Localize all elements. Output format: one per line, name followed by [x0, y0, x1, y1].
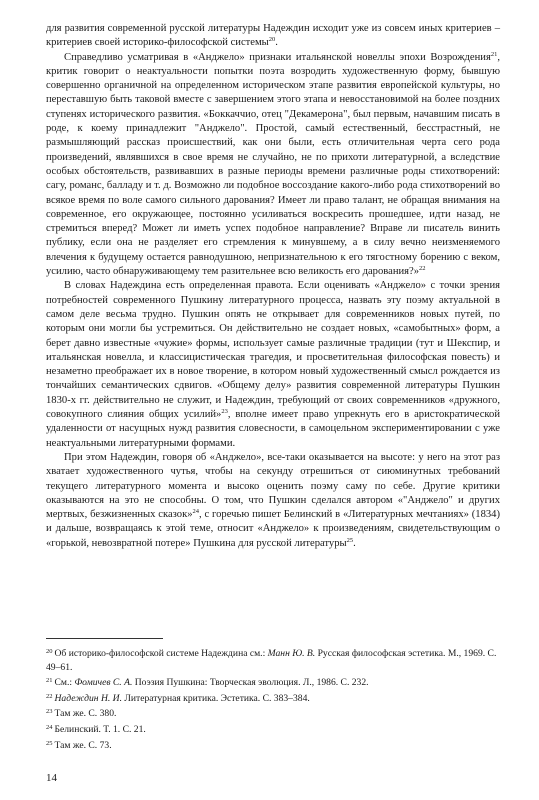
text-run: Об историко-философской системе Надеждина см.: — [54, 648, 268, 659]
text-run: Справедливо усматривая в «Анджело» признаки итальянской новеллы эпохи Возрождения — [64, 51, 491, 63]
footnote-number: 20 — [46, 648, 53, 655]
footnote — [46, 645, 500, 674]
text-run: Там же. С. 380. — [54, 708, 117, 720]
footnote — [46, 674, 500, 690]
main-text — [46, 22, 500, 551]
footnote — [46, 737, 500, 753]
author-name: Фомичев С. А. — [74, 677, 133, 689]
footnote-ref: 20 — [268, 36, 276, 44]
text-run: См.: — [54, 677, 75, 689]
footnote-ref: 23 — [221, 408, 228, 416]
paragraph — [46, 279, 500, 451]
footnote-ref: 21 — [490, 50, 498, 58]
footnote — [46, 690, 500, 706]
text-run: . — [353, 537, 356, 549]
footnotes — [46, 645, 500, 752]
text-run: Литературная критика. Эстетика. С. 383–384. — [122, 692, 310, 704]
footnote-number: 24 — [46, 723, 53, 731]
text-run: для развития современной русской литературы Надеждин исходит уже из совсем иных критериев – критериев своей историко-философской системы — [46, 23, 500, 49]
text-run: , вполне имеет право упрекнуть его в аристократической удаленности от насущных нужд развития словесности, в самоцельном экспериментировании с уже неактуальными литературными формами. — [46, 409, 501, 449]
footnote — [46, 705, 500, 721]
footnote-number: 25 — [46, 739, 53, 747]
footnote-ref: 22 — [419, 265, 426, 273]
text-run: В словах Надеждина есть определенная правота. Если оценивать «Анджело» с точки зрения потребностей современного Пушкину литературного процесса, назвать эту поэму актуальной в самом деле весьма трудно. Пушкин опять не открывает для современников новых путей, по которым они могли бы устремиться. Он действительно не создает новых, «самобытных» форм, а берет давно известные «чужие» формы, использует самые различные традиции (тут и Шекспир, и итальянская новелла, и классицистическая трагедия, и просветительная философская повесть) и незаметно преображает их в новое творение, в котором новый художественный смысл рождается из тончайших семантических сдвигов. «Общему делу» развития современной литературы Пушкин 1830-х гг. действительно не служит, и Надеждин, требующий от своих современников «дружного, совокупного слияния общих усилий» — [46, 280, 500, 421]
author-name: Манн Ю. В. — [267, 648, 316, 659]
footnote — [46, 721, 500, 737]
text-run: , критик говорит о неактуальности попытки поэта возродить художественную форму, бывшую совершенно органичной на определенном историческом этапе развития европейской культуры, но переставшую быть таковой вместе с завершением этого этапа и невосстановимой на более поздних ступенях исторического развития. «Боккаччио, отец "Декамерона", был первым, начавшим писать в роде, к коему принадлежит "Анджело". Простой, самый естественный, бесстрастный, не размышляющий рассказ происшествий, как они были, есть отличительная черта сего рода произведений, являвшихся в свое время не случайно, не по прихоти литературной, а вследствие особых обстоятельств, развивавших в разные периоды времени различные роды стихотворений: сагу, романс, балладу и т. д. Возможно ли подобное воссоздание какого-либо рода стихотворений во всякое время по воле самого сильного дарования? Имеет ли право талант, не обращая внимания на современное, его окружающее, постоянно усиливаться воскресить прошедшее, идти назад, не стремиться вперед? Может ли иметь успех подобное направление? Вправе ли писатель винить публику, если она не разделяет его стремления к минувшему, а в силу вечно неизменяемого влечения к будущему остается равнодушною, непризнательною к его тягостному борению с веком, усилию, часто обнаруживающему тем разительнее всю великость его дарования?» — [46, 51, 500, 278]
paragraph — [46, 22, 500, 51]
footnote-number: 23 — [46, 708, 53, 716]
text-run: , с горечью пишет Белинский в «Литературных мечтаниях» (1834) и дальше, возвращаясь к этой теме, относит «Анджело» к произведениям, свидетельствующим о «горькой, невозвратной потере» Пушкина для русской литературы — [46, 509, 500, 549]
footnote-ref: 24 — [192, 508, 200, 516]
footnote-ref: 25 — [346, 536, 354, 544]
footnote-number: 22 — [46, 692, 53, 700]
paragraph — [46, 451, 500, 551]
text-run: Русская философская эстетика. М., 1969. С. 49–61. — [46, 648, 497, 673]
page-number: 14 — [46, 772, 57, 784]
text-run: Белинский. Т. 1. С. 21. — [54, 723, 146, 735]
author-name: Надеждин Н. И. — [54, 692, 122, 704]
paragraph — [46, 51, 500, 280]
text-run: Там же. С. 73. — [54, 739, 112, 751]
text-run: . — [275, 37, 278, 49]
footnote-number: 21 — [46, 677, 53, 685]
text-run: При этом Надеждин, говоря об «Анджело», все-таки оказывается на высоте: у него на этот раз хватает художественного чутья, чтобы на секунду отрешиться от сиюминутных требований текущего литературного момента и высоко оценить поэму саму по себе. Другие критики оказываются на это не способны. О том, что Пушкин сделался автором «"Анджело" и других мертвых, безжизненных сказок» — [46, 451, 500, 521]
footnote-divider — [46, 638, 163, 639]
text-run: Поэзия Пушкина: Творческая эволюция. Л., 1986. С. 232. — [132, 677, 369, 689]
